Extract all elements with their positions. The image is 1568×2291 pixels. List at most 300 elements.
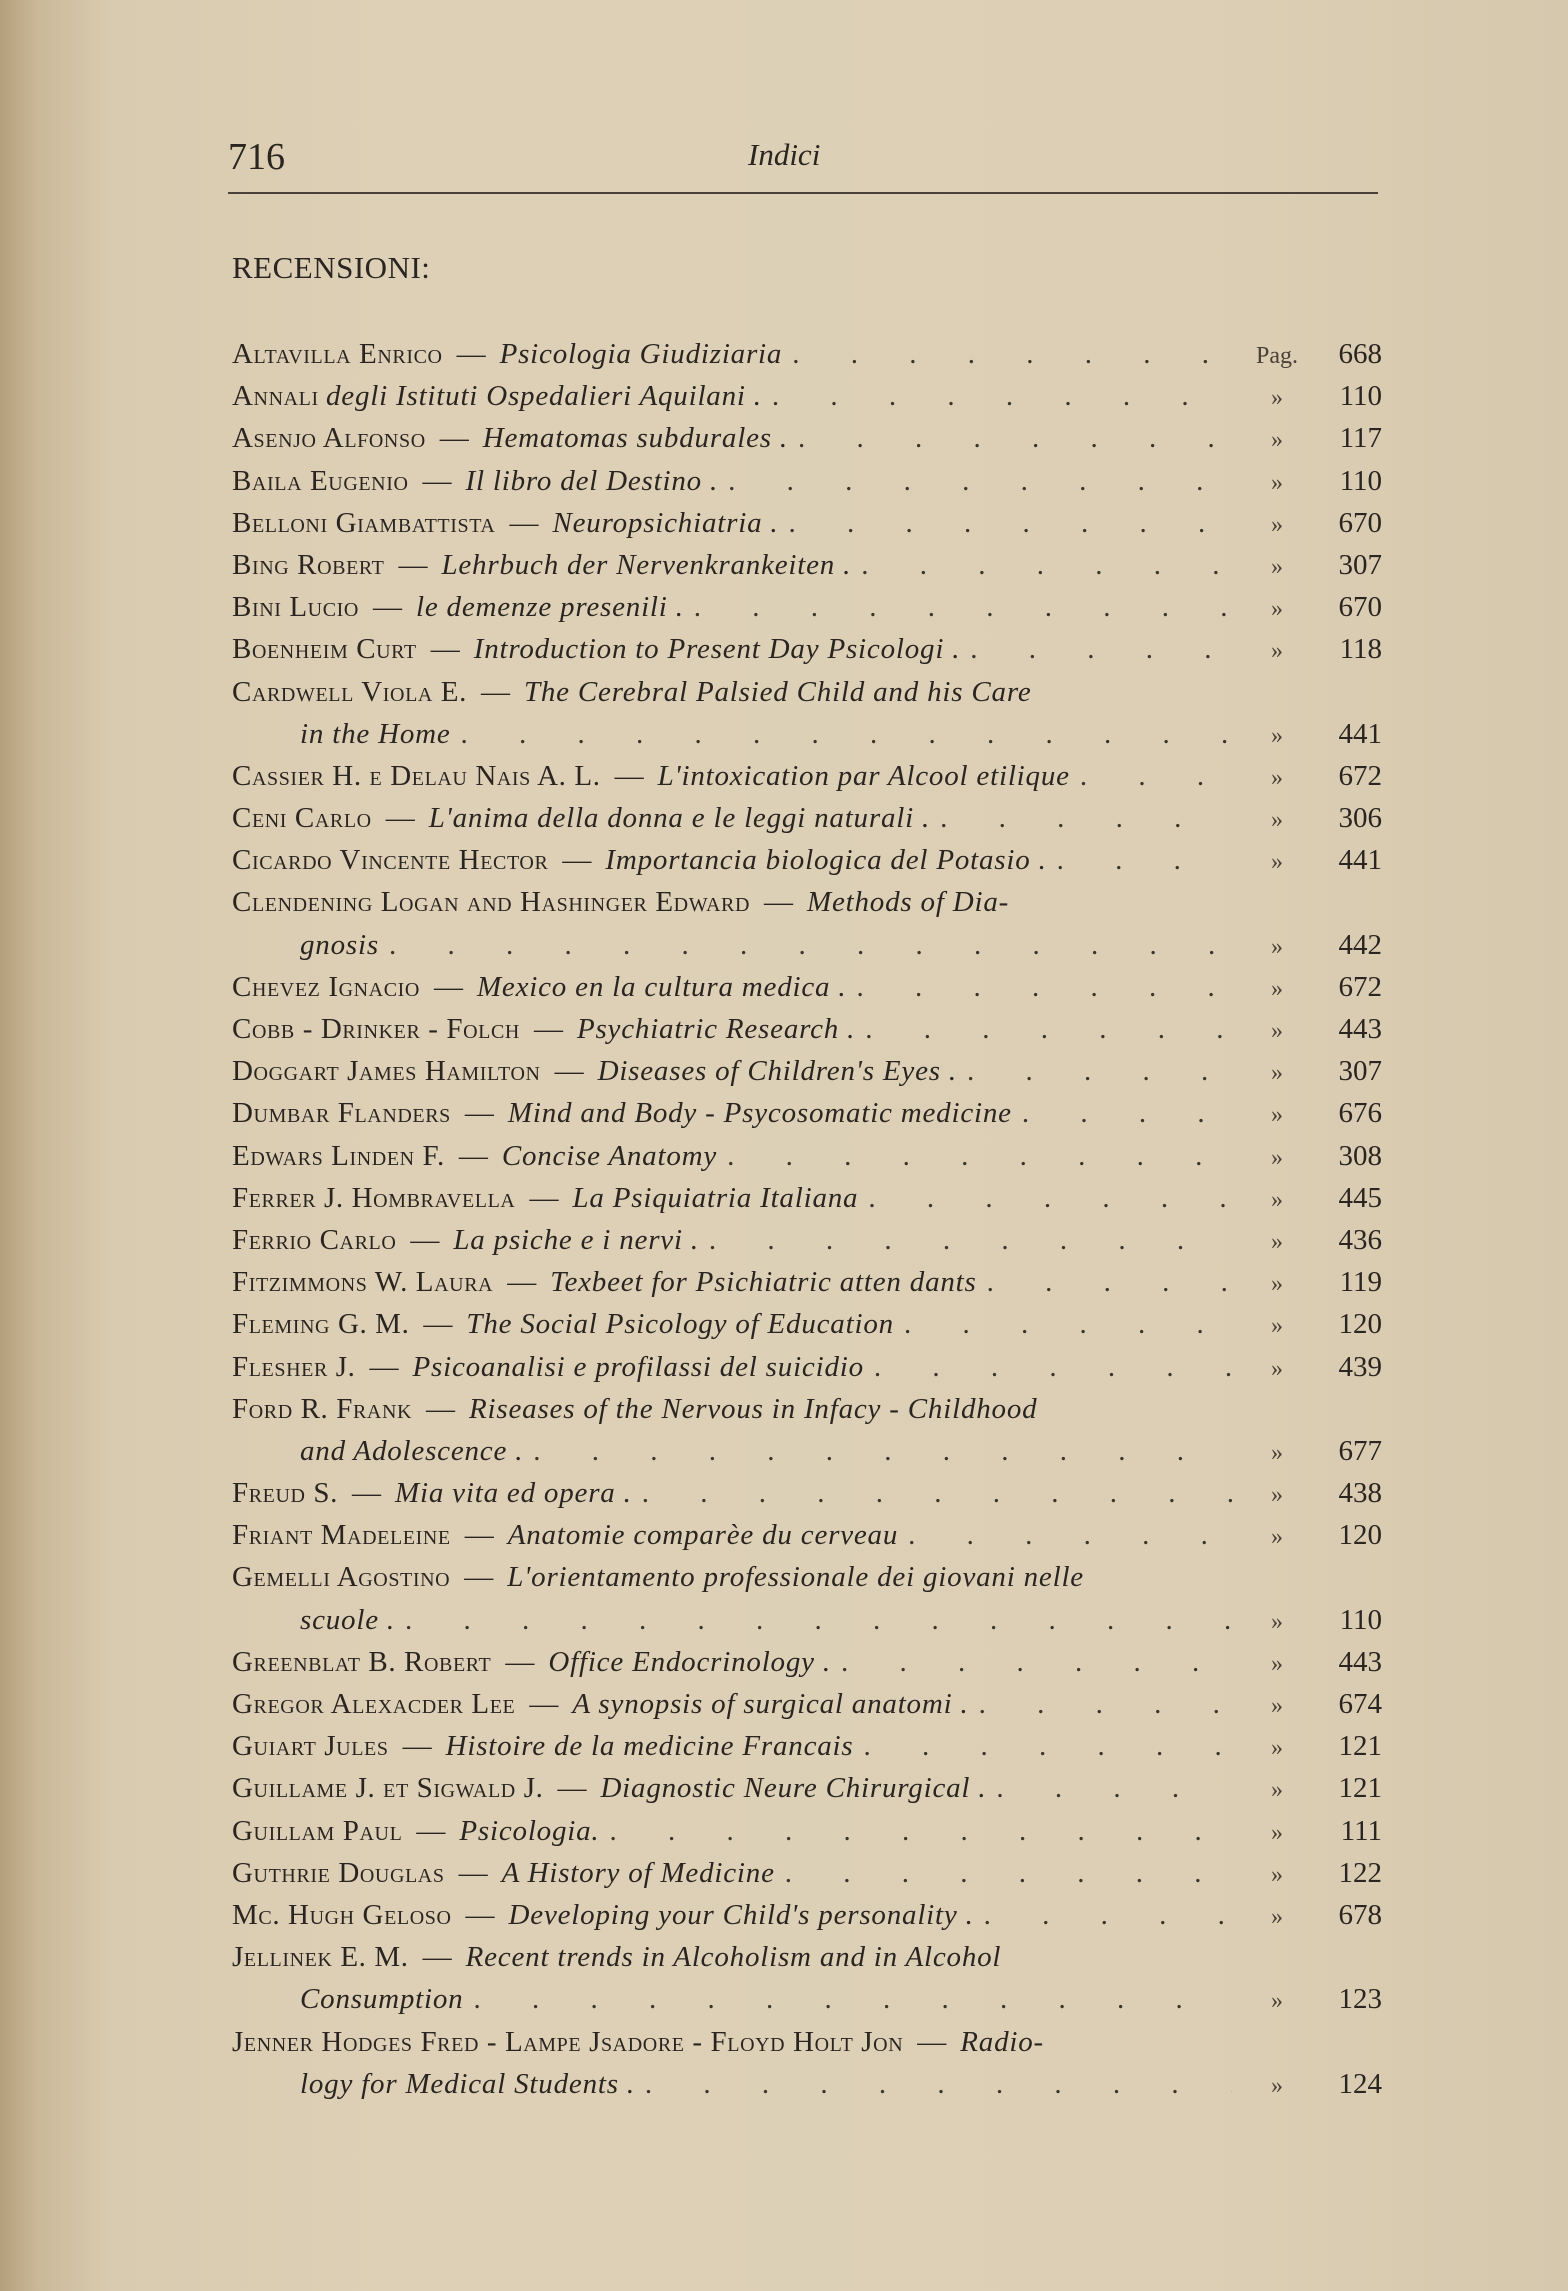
dot-leader — [861, 544, 1232, 586]
page-marker: » — [1271, 807, 1283, 834]
page-marker: » — [1271, 1186, 1283, 1213]
entry-dash: — — [398, 548, 428, 581]
entry-page: 674 — [1338, 1688, 1382, 1720]
entry-title: A synopsis of surgical anatomi . — [572, 1688, 969, 1720]
entry-dash: — — [533, 1013, 563, 1045]
dot-leader — [609, 1810, 1232, 1852]
entry-title: L'anima della donna e le leggi naturali . — [428, 802, 931, 835]
entry-dash: — — [433, 970, 463, 1003]
entry-dash: — — [465, 1898, 495, 1931]
dot-leader — [788, 502, 1232, 544]
entry-dash: — — [464, 1561, 494, 1594]
entry-author: Ceni Carlo — [232, 802, 372, 835]
entry-dash: — — [917, 2025, 947, 2058]
entry-page: 678 — [1338, 1898, 1382, 1931]
index-entry — [232, 1641, 1382, 1683]
entry-line — [232, 1135, 1382, 1177]
index-entry — [232, 671, 1382, 755]
entry-dash: — — [507, 1266, 537, 1299]
index-entry — [232, 417, 1382, 459]
entry-title: The Cerebral Palsied Child and his Care — [523, 675, 1032, 708]
dot-leader — [856, 966, 1232, 1008]
entry-page: 119 — [1339, 1266, 1382, 1299]
entry-line — [232, 1388, 1382, 1430]
entry-title: Texbeet for Psichiatric atten dants — [550, 1266, 977, 1299]
page-marker: » — [1271, 1018, 1283, 1044]
dot-leader — [798, 417, 1232, 459]
dot-leader — [874, 1346, 1232, 1388]
entry-title: Importancia biologica del Potasio . — [605, 844, 1047, 877]
entry-author: Dumbar Flanders — [232, 1097, 451, 1130]
entry-page: 670 — [1338, 591, 1382, 624]
entry-title: Mia vita ed opera . — [395, 1477, 632, 1510]
entry-author: Clendening Logan and Hashinger Edward — [232, 886, 750, 919]
entry-page: 676 — [1338, 1097, 1382, 1130]
entry-author: Mc. Hugh Geloso — [232, 1898, 452, 1931]
entry-page: 436 — [1338, 1223, 1382, 1256]
entry-line — [232, 628, 1382, 670]
index-entry — [232, 1346, 1382, 1388]
entry-title: le demenze presenili . — [415, 591, 684, 624]
index-entry — [232, 881, 1382, 965]
page-marker: » — [1271, 2072, 1283, 2099]
dot-leader — [727, 1135, 1232, 1177]
entry-author: Cardwell Viola E. — [232, 675, 467, 708]
entry-line — [232, 333, 1382, 375]
entry-page: 441 — [1338, 717, 1382, 750]
entry-author: Cobb - Drinker - Folch — [232, 1013, 520, 1045]
index-entry — [232, 1894, 1382, 1936]
index-entry — [232, 586, 1382, 628]
entry-dash: — — [480, 675, 510, 708]
entry-author: Guthrie Douglas — [232, 1856, 445, 1889]
dot-leader — [868, 1177, 1232, 1219]
entry-title: Developing your Child's personality . — [508, 1898, 974, 1931]
entry-line — [232, 839, 1382, 881]
entry-line — [232, 417, 1382, 459]
dot-leader — [645, 2063, 1232, 2105]
dot-leader — [940, 797, 1232, 839]
entry-author: Fitzimmons W. Laura — [232, 1266, 494, 1299]
entry-author: Flesher J. — [232, 1350, 356, 1383]
entry-dash: — — [430, 633, 460, 666]
page-marker: » — [1271, 511, 1283, 538]
dot-leader — [642, 1472, 1232, 1514]
entry-dash: — — [557, 1772, 587, 1805]
index-entry — [232, 1767, 1382, 1809]
entry-title: Psicoanalisi e profilassi del suicidio — [412, 1350, 864, 1383]
entry-page: 120 — [1338, 1519, 1382, 1552]
index-entry — [232, 1514, 1382, 1556]
entry-dash: — — [372, 591, 402, 624]
entry-title: Psicologia Giudiziaria — [499, 338, 783, 370]
page-marker: » — [1271, 638, 1283, 665]
entry-line — [232, 586, 1382, 628]
entry-line — [232, 1346, 1382, 1388]
entry-author: Chevez Ignacio — [232, 970, 420, 1003]
page-marker: » — [1271, 1608, 1283, 1635]
index-entry — [232, 1936, 1382, 2020]
entry-dash: — — [554, 1055, 584, 1088]
entry-page: 443 — [1338, 1645, 1382, 1678]
index-entry — [232, 1388, 1382, 1472]
page-marker: » — [1271, 722, 1283, 749]
entry-author: Guillam Paul — [232, 1814, 403, 1847]
entry-author: Asenjo Alfonso — [232, 422, 426, 455]
entry-line — [232, 502, 1382, 544]
page-marker: » — [1271, 1228, 1283, 1255]
entry-author: Edwars Linden F. — [232, 1139, 445, 1172]
entry-line — [232, 1050, 1382, 1092]
entry-title: Concise Anatomy — [501, 1139, 718, 1172]
entry-line — [232, 671, 1382, 713]
entry-line — [232, 881, 1382, 923]
index-entry — [232, 1810, 1382, 1852]
entry-line-continued — [232, 1978, 1382, 2020]
entry-dash: — — [410, 1223, 440, 1256]
index-entry — [232, 1852, 1382, 1894]
index-entry — [232, 797, 1382, 839]
dot-leader — [984, 1894, 1232, 1936]
entry-title: Il libro del Destino . — [465, 464, 719, 497]
entry-page: 439 — [1338, 1350, 1382, 1383]
entry-title: Psicologia. — [459, 1814, 600, 1847]
entry-title: L'orientamento professionale dei giovani nelle — [507, 1561, 1084, 1594]
dot-leader — [785, 1852, 1232, 1894]
entry-line — [232, 1767, 1382, 1809]
entry-title: L'intoxication par Alcool etilique — [657, 759, 1070, 792]
entry-title-continued: logy for Medical Students . — [300, 2067, 635, 2100]
entry-page: 677 — [1338, 1434, 1382, 1467]
page-marker: » — [1271, 1735, 1283, 1762]
entry-dash: — — [422, 1941, 452, 1974]
entry-title: La Psiquiatria Italiana — [572, 1181, 859, 1214]
entry-dash: — — [416, 1814, 446, 1847]
dot-leader — [389, 924, 1232, 966]
entry-line — [232, 1683, 1382, 1725]
page-marker: » — [1271, 1819, 1283, 1846]
entry-title: Lehrbuch der Nervenkrankeiten . — [441, 548, 852, 581]
entry-page: 438 — [1338, 1477, 1382, 1510]
entry-page: 668 — [1338, 338, 1382, 370]
index-entry — [232, 2021, 1382, 2105]
entry-title: Recent trends in Alcoholism and in Alcohol — [465, 1941, 1002, 1974]
page-marker: » — [1271, 1144, 1283, 1171]
index-entry — [232, 1219, 1382, 1261]
dot-leader — [728, 460, 1232, 502]
dot-leader — [405, 1599, 1232, 1641]
entry-title-continued: scuole . — [300, 1603, 395, 1636]
page-marker: » — [1271, 933, 1283, 960]
dot-leader — [1080, 755, 1232, 797]
entry-page: 307 — [1338, 1055, 1382, 1088]
entry-page: 121 — [1338, 1772, 1382, 1805]
entry-title: Riseases of the Nervous in Infacy - Childhood — [469, 1392, 1038, 1425]
entry-line — [232, 1556, 1382, 1598]
entry-line — [232, 544, 1382, 586]
page-marker: » — [1271, 1693, 1283, 1719]
entry-title: Psychiatric Research . — [576, 1013, 856, 1045]
index-entry — [232, 544, 1382, 586]
entry-author: Jellinek E. M. — [232, 1941, 409, 1974]
entry-dash: — — [464, 1519, 494, 1552]
entry-line — [232, 797, 1382, 839]
entry-page: 443 — [1338, 1013, 1382, 1045]
entry-dash: — — [369, 1350, 399, 1383]
entry-author: Guillame J. et Sigwald J. — [232, 1772, 544, 1805]
entry-dash: — — [458, 1856, 488, 1889]
entry-page: 672 — [1338, 759, 1382, 792]
index-entry — [232, 1725, 1382, 1767]
entry-page: 110 — [1339, 464, 1382, 497]
entry-page: 308 — [1338, 1139, 1382, 1172]
entry-line — [232, 1008, 1382, 1050]
index-entry — [232, 628, 1382, 670]
index-entry — [232, 1135, 1382, 1177]
index-entry — [232, 1177, 1382, 1219]
entry-title: A History of Medicine — [501, 1856, 775, 1889]
page-marker: » — [1271, 1313, 1283, 1340]
entry-line — [232, 1894, 1382, 1936]
entry-line — [232, 1092, 1382, 1134]
dot-leader — [904, 1303, 1232, 1345]
index-entry — [232, 1008, 1382, 1050]
entry-page: 110 — [1339, 380, 1382, 413]
entry-author: Jenner Hodges Fred - Lampe Jsadore - Floyd Holt Jon — [232, 2025, 904, 2058]
entry-line — [232, 1303, 1382, 1345]
index-entry — [232, 1556, 1382, 1640]
entry-title-continued: and Adolescence . — [300, 1434, 524, 1467]
entry-author: Belloni Giambattista — [232, 506, 496, 539]
entry-author: Bini Lucio — [232, 591, 359, 624]
entry-title: Diagnostic Neure Chirurgical . — [600, 1772, 987, 1805]
index-entry — [232, 966, 1382, 1008]
entry-page: 110 — [1339, 1603, 1382, 1636]
index-entry — [232, 1092, 1382, 1134]
page-marker: » — [1271, 1861, 1283, 1888]
page-marker: » — [1271, 1903, 1283, 1930]
entry-line — [232, 1725, 1382, 1767]
page-marker: » — [1271, 385, 1283, 412]
entry-title: Mind and Body - Psycosomatic medicine — [507, 1097, 1012, 1130]
entry-title: The Social Psicology of Education — [466, 1308, 894, 1341]
entry-author: Freud S. — [232, 1477, 339, 1510]
entry-line-continued — [232, 713, 1382, 755]
entry-title: Diseases of Children's Eyes . — [597, 1055, 957, 1088]
entry-title: Introduction to Present Day Psicologi . — [473, 633, 961, 666]
entry-page: 306 — [1338, 802, 1382, 835]
page-marker: » — [1271, 1060, 1283, 1087]
entry-title: La psiche e i nervi . — [453, 1223, 699, 1256]
entry-page: 120 — [1338, 1308, 1382, 1341]
entry-author: Greenblat B. Robert — [232, 1645, 492, 1678]
entry-line-continued — [232, 924, 1382, 966]
page-marker: » — [1271, 469, 1283, 496]
entry-line — [232, 1852, 1382, 1894]
entry-line — [232, 2021, 1382, 2063]
entry-author: Gemelli Agostino — [232, 1561, 451, 1594]
entry-page: 672 — [1338, 970, 1382, 1003]
page-marker: » — [1271, 849, 1283, 876]
page-marker: » — [1271, 1271, 1283, 1298]
entry-title: Hematomas subdurales . — [482, 422, 788, 455]
entry-title: Office Endocrinology . — [548, 1645, 831, 1678]
entry-author: Ferrio Carlo — [232, 1223, 397, 1256]
dot-leader — [474, 1978, 1233, 2020]
entry-line — [232, 1936, 1382, 1978]
entry-author: Cassier H. e Delau Nais A. L. — [232, 759, 601, 792]
dot-leader — [970, 628, 1232, 670]
entry-line — [232, 1514, 1382, 1556]
entry-page: 441 — [1338, 844, 1382, 877]
entry-author: Bing Robert — [232, 548, 385, 581]
entry-dash: — — [439, 422, 469, 455]
page-marker: » — [1271, 1355, 1283, 1382]
index-entry — [232, 1050, 1382, 1092]
entry-dash: — — [426, 1392, 456, 1425]
page-marker: » — [1271, 1482, 1283, 1509]
entry-page: 122 — [1338, 1856, 1382, 1889]
page-marker: » — [1271, 596, 1283, 623]
entry-author: Gregor Alexacder Lee — [232, 1688, 516, 1720]
index-entry — [232, 1472, 1382, 1514]
dot-leader — [694, 586, 1232, 628]
entry-title-continued: Consumption — [300, 1983, 464, 2016]
entry-dash: — — [614, 759, 644, 792]
entry-page: 118 — [1339, 633, 1382, 666]
page-marker: » — [1271, 975, 1283, 1002]
page-marker: » — [1271, 1777, 1283, 1804]
entry-title-continued: gnosis — [300, 928, 379, 961]
entry-title: Methods of Dia- — [807, 886, 1010, 919]
entry-page: 445 — [1338, 1181, 1382, 1214]
dot-leader — [772, 375, 1232, 417]
page-number: 716 — [228, 136, 285, 178]
entry-line — [232, 1219, 1382, 1261]
entry-page: 442 — [1338, 928, 1382, 961]
entry-line — [232, 375, 1382, 417]
page-marker: » — [1271, 1439, 1283, 1466]
entry-title: Anatomie comparèe du cerveau — [507, 1519, 899, 1552]
entry-dash: — — [402, 1730, 432, 1763]
entry-dash: — — [464, 1097, 494, 1130]
dot-leader — [987, 1261, 1232, 1303]
page-marker: Pag. — [1256, 343, 1298, 369]
entry-title: Neuropsichiatria . — [552, 506, 779, 539]
dot-leader — [841, 1641, 1232, 1683]
dot-leader — [908, 1514, 1232, 1556]
dot-leader — [461, 713, 1232, 755]
index-entry — [232, 460, 1382, 502]
entry-line — [232, 1177, 1382, 1219]
index-entry — [232, 755, 1382, 797]
entry-dash: — — [764, 886, 793, 919]
entry-line — [232, 1261, 1382, 1303]
entry-line — [232, 1472, 1382, 1514]
entry-author: Doggart James Hamilton — [232, 1055, 541, 1088]
entry-dash: — — [505, 1645, 535, 1678]
entry-dash: — — [509, 506, 539, 539]
review-index-list — [232, 333, 1382, 2105]
index-entry — [232, 1303, 1382, 1345]
entry-line — [232, 966, 1382, 1008]
entry-author: Boenheim Curt — [232, 633, 417, 666]
entry-line — [232, 755, 1382, 797]
entry-dash: — — [352, 1477, 382, 1510]
entry-title-continued: in the Home — [300, 717, 451, 750]
entry-line — [232, 1641, 1382, 1683]
entry-title: Mexico en la cultura medica . — [476, 970, 847, 1003]
entry-title: Histoire de la medicine Francais — [445, 1730, 854, 1763]
dot-leader — [792, 333, 1232, 375]
entry-author: Fleming G. M. — [232, 1308, 410, 1341]
dot-leader — [709, 1219, 1232, 1261]
entry-author: Ferrer J. Hombravella — [232, 1181, 516, 1214]
entry-dash: — — [529, 1181, 559, 1214]
entry-dash: — — [385, 802, 415, 835]
entry-page: 111 — [1340, 1814, 1382, 1847]
dot-leader — [1057, 839, 1232, 881]
index-entry — [232, 375, 1382, 417]
dot-leader — [996, 1767, 1232, 1809]
entry-author: Guiart Jules — [232, 1730, 389, 1763]
index-entry — [232, 333, 1382, 375]
index-entry — [232, 1683, 1382, 1725]
page-marker: » — [1271, 1988, 1283, 2015]
entry-dash: — — [562, 844, 592, 877]
entry-line — [232, 460, 1382, 502]
dot-leader — [865, 1008, 1232, 1050]
entry-dash: — — [423, 1308, 453, 1341]
entry-dash: — — [456, 338, 486, 370]
entry-line-continued — [232, 1430, 1382, 1472]
page-marker: » — [1271, 553, 1283, 580]
running-head: Indici — [748, 137, 821, 172]
page-header — [228, 135, 1378, 195]
page-marker: » — [1271, 764, 1283, 791]
entry-title: Radio- — [960, 2025, 1044, 2058]
page-marker: » — [1271, 1650, 1283, 1677]
entry-dash: — — [422, 464, 452, 497]
page-marker: » — [1271, 427, 1283, 454]
entry-author: Friant Madeleine — [232, 1519, 451, 1552]
entry-page: 670 — [1338, 506, 1382, 539]
entry-page: 123 — [1338, 1983, 1382, 2016]
entry-author: Annali — [232, 380, 319, 413]
section-title: RECENSIONI: — [232, 250, 431, 285]
index-entry — [232, 839, 1382, 881]
entry-page: 117 — [1339, 422, 1382, 455]
dot-leader — [864, 1725, 1233, 1767]
dot-leader — [533, 1430, 1232, 1472]
entry-page: 124 — [1338, 2067, 1382, 2100]
dot-leader — [1022, 1092, 1232, 1134]
entry-dash: — — [458, 1139, 488, 1172]
entry-author: Altavilla Enrico — [232, 338, 443, 370]
entry-line — [232, 1810, 1382, 1852]
dot-leader — [967, 1050, 1232, 1092]
entry-author: Cicardo Vincente Hector — [232, 844, 549, 877]
entry-page: 121 — [1338, 1730, 1382, 1763]
entry-page: 307 — [1338, 548, 1382, 581]
dot-leader — [979, 1683, 1232, 1725]
index-entry — [232, 502, 1382, 544]
entry-title: degli Istituti Ospedalieri Aquilani . — [326, 380, 762, 413]
entry-dash: — — [529, 1688, 559, 1720]
entry-author: Ford R. Frank — [232, 1392, 413, 1425]
entry-line-continued — [232, 2063, 1382, 2105]
entry-author: Baila Eugenio — [232, 464, 409, 497]
